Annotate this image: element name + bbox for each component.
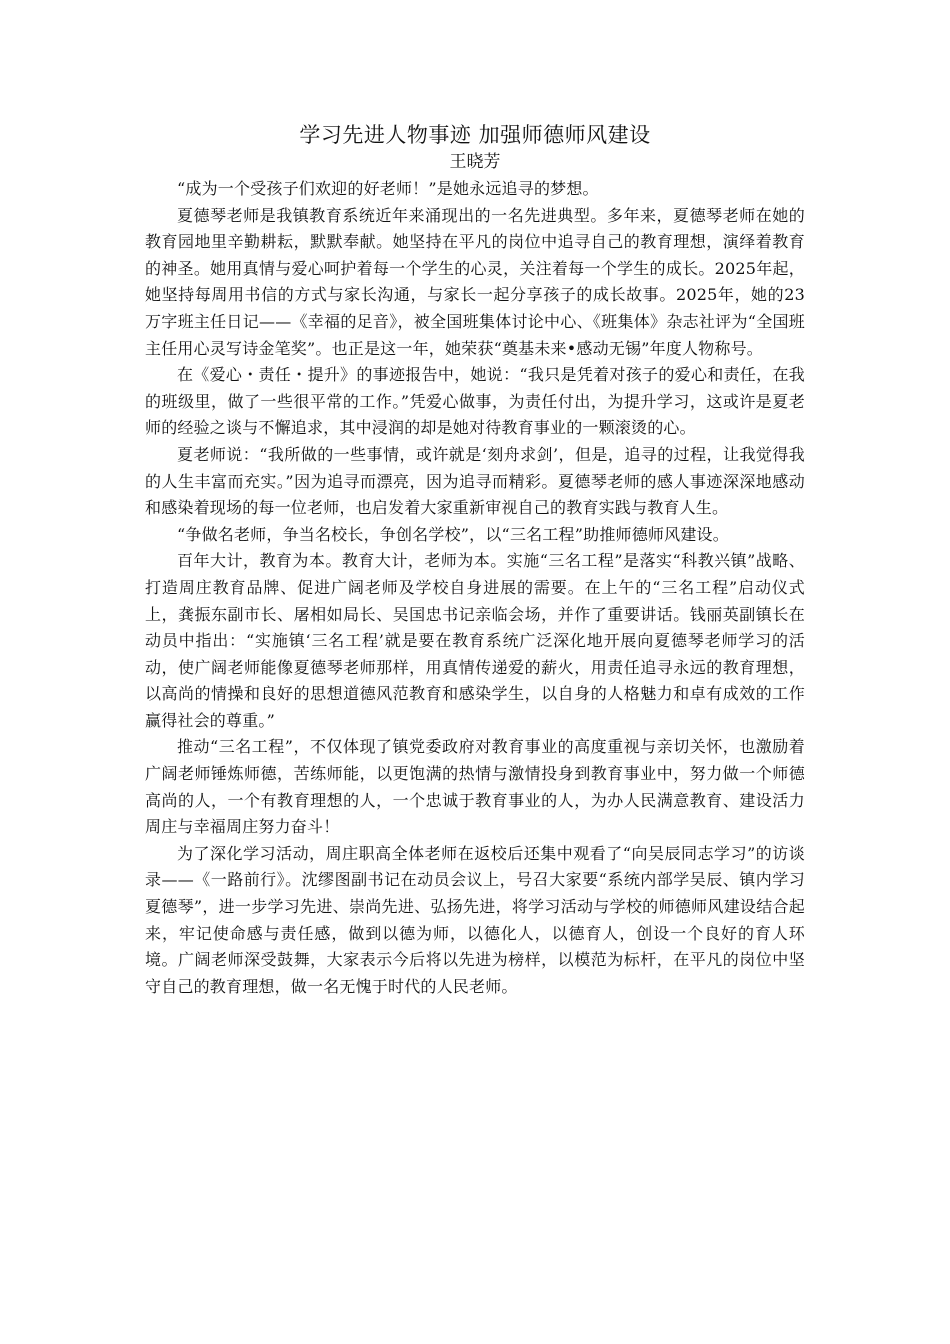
document-title: 学习先进人物事迹 加强师德师风建设 bbox=[299, 123, 651, 147]
paragraph: 推动“三名工程”，不仅体现了镇党委政府对教育事业的高度重视与亲切关怀，也激励着广阔老师锤炼师德，苦练师能，以更饱满的热情与激情投身到教育事业中，努力做一个师德高尚的人，一个有教育理想的人，一个忠诚于教育事业的人，为办人民满意教育、建设活力周庄与幸福周庄努力奋斗！ bbox=[145, 737, 805, 837]
paragraph: 在《爱心・责任・提升》的事迹报告中，她说：“我只是凭着对孩子的爱心和责任，在我的班级里，做了一些很平常的工作。”凭爱心做事，为责任付出，为提升学习，这或许是夏老师的经验之谈与不懈追求，其中浸润的却是她对待教育事业的一颗滚烫的心。 bbox=[145, 365, 805, 438]
document-author: 王晓芳 bbox=[449, 152, 501, 172]
paragraph: 百年大计，教育为本。教育大计，老师为本。实施“三名工程”是落实“科教兴镇”战略、打造周庄教育品牌、促进广阔老师及学校自身进展的需要。在上午的“三名工程”启动仪式上，龚振东副市长、屠相如局长、吴国忠书记亲临会场，并作了重要讲话。钱丽英副镇长在动员中指出：“实施镇‘三名工程’就是要在教育系统广泛深化地开展向夏德琴老师学习的活动，使广阔老师能像夏德琴老师那样，用真情传递爱的薪火，用责任追寻永远的教育理想，以高尚的情操和良好的思想道德风范教育和感染学生，以自身的人格魅力和卓有成效的工作赢得社会的尊重。” bbox=[145, 551, 805, 730]
paragraph: 夏德琴老师是我镇教育系统近年来涌现出的一名先进典型。多年来，夏德琴老师在她的教育园地里辛勤耕耘，默默奉献。她坚持在平凡的岗位中追寻自己的教育理想，演绎着教育的神圣。她用真情与爱心呵护着每一个学生的心灵，关注着每一个学生的成长。2025年起，她坚持每周用书信的方式与家长沟通，与家长一起分享孩子的成长故事。2025年，她的23万字班主任日记——《幸福的足音》，被全国班集体讨论中心、《班集体》杂志社评为“全国班主任用心灵写诗金笔奖”。也正是这一年，她荣获“奠基未来•感动无锡”年度人物称号。 bbox=[145, 205, 805, 358]
paragraph: 为了深化学习活动，周庄职高全体老师在返校后还集中观看了“向吴辰同志学习”的访谈录——《一路前行》。沈缪图副书记在动员会议上，号召大家要“系统内部学吴辰、镇内学习夏德琴”，进一步学习先进、崇尚先进、弘扬先进，将学习活动与学校的师德师风建设结合起来，牢记使命感与责任感，做到以德为师，以德化人，以德育人，创设一个良好的育人环境。广阔老师深受鼓舞，大家表示今后将以先进为榜样，以模范为标杆，在平凡的岗位中坚守自己的教育理想，做一名无愧于时代的人民老师。 bbox=[145, 843, 805, 996]
document-page bbox=[145, 120, 805, 1000]
paragraph: “成为一个受孩子们欢迎的好老师！”是她永远追寻的梦想。 bbox=[177, 179, 599, 198]
paragraph: 夏老师说：“我所做的一些事情，或许就是‘刻舟求剑’，但是，追寻的过程，让我觉得我的人生丰富而充实。”因为追寻而漂亮，因为追寻而精彩。夏德琴老师的感人事迹深深地感动和感染着现场的每一位老师，也启发着大家重新审视自己的教育实践与教育人生。 bbox=[145, 444, 805, 518]
paragraph: “争做名老师，争当名校长，争创名学校”，以“三名工程”助推师德师风建设。 bbox=[177, 524, 729, 544]
